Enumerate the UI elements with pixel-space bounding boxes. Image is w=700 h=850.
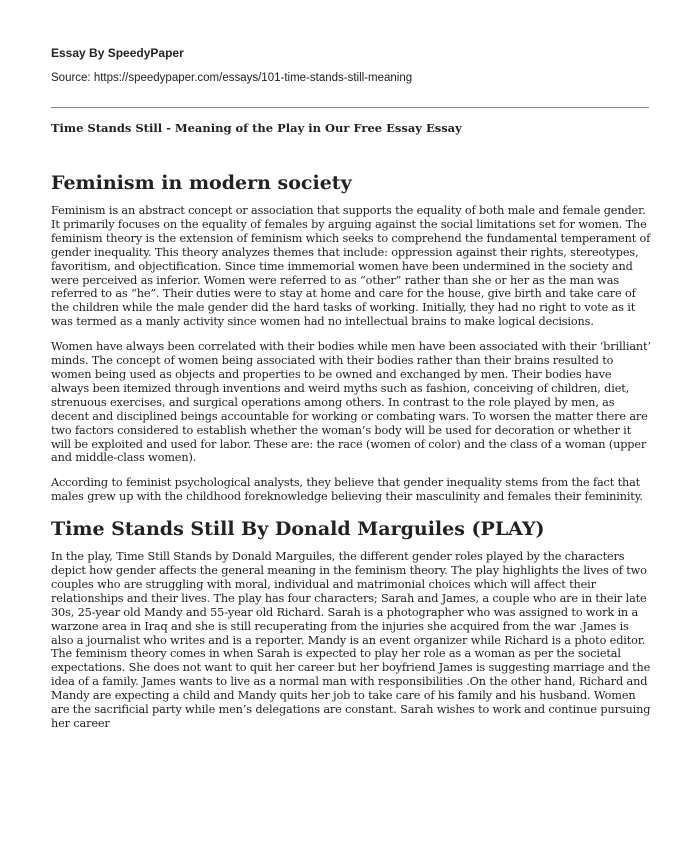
section-heading: Feminism in modern society bbox=[51, 172, 352, 194]
paragraph: Women have always been correlated with their bodies while men have been associated with their ‘brilliant’ minds. The concept of women being associated with their bodies rather than their brains resulted to women being used as objects and properties to be owned and exchanged by men. Their bodies have always been itemized through inventions and weird myths such as fashion, conceiving of children, diet, strenuous exercises, and surgical operations among others. In contrast to the role played by men, as decent and disciplined beings accountable for working or combating wars. To worsen the matter there are two factors considered to establish whether the woman’s body will be used for decoration or whether it will be exploited and used for labor. These are: the race (women of color) and the class of a woman (upper and middle-class women). bbox=[51, 340, 651, 465]
paragraph: According to feminist psychological analysts, they believe that gender inequality stems from the fact that males grew up with the childhood foreknowledge believing their masculinity and females their femininity. bbox=[51, 476, 643, 504]
document-title: Time Stands Still - Meaning of the Play in Our Free Essay Essay bbox=[51, 121, 462, 135]
source-line: Source: https://speedypaper.com/essays/101-time-stands-still-meaning bbox=[51, 72, 413, 84]
paragraph: In the play, Time Still Stands by Donald Marguiles, the different gender roles played by the characters depict how gender affects the general meaning in the feminism theory. The play highlights the lives of two couples who are struggling with moral, individual and matrimonial choices which will affect their relationships and their lives. The play has four characters; Sarah and James, a couple who are in their late 30s, 25-year old Mandy and 55-year old Richard. Sarah is a photographer who was assigned to work in a warzone area in Iraq and she is still recuperating from the injuries she acquired from the war .James is also a journalist who writes and is a reporter. Mandy is an event organizer while Richard is a photo editor. The feminism theory comes in when Sarah is expected to play her role as a woman as per the societal expectations. She does not want to quit her career but her boyfriend James is suggesting marriage and the idea of a family. James wants to live as a normal man with responsibilities .On the other hand, Richard and Mandy are expecting a child and Mandy quits her job to take care of his family and his husband. Women are the sacrificial party while men’s delegations are constant. Sarah wishes to work and continue pursuing her career bbox=[51, 550, 651, 730]
paragraph: Feminism is an abstract concept or association that supports the equality of both male and female gender. It primarily focuses on the equality of females by arguing against the social limitations set for women. The feminism theory is the extension of feminism which seeks to comprehend the fundamental temperament of gender inequality. This theory analyzes themes that include: oppression against their rights, stereotypes, favoritism, and objectification. Since time immemorial women have been undermined in the society and were perceived as inferior. Women were referred to as “other” rather than she or her as the man was referred to as “he”. Their duties were to stay at home and care for the house, give birth and take care of the children while the male gender did the hard tasks of working. Initially, they had no right to vote as it was termed as a manly activity since women had no intellectual brains to make logical decisions. bbox=[51, 204, 651, 329]
section-heading: Time Stands Still By Donald Marguiles (PLAY) bbox=[51, 518, 545, 541]
essay-body bbox=[51, 170, 651, 742]
brand-label: Essay By SpeedyPaper bbox=[51, 46, 184, 60]
header-divider bbox=[51, 107, 649, 108]
